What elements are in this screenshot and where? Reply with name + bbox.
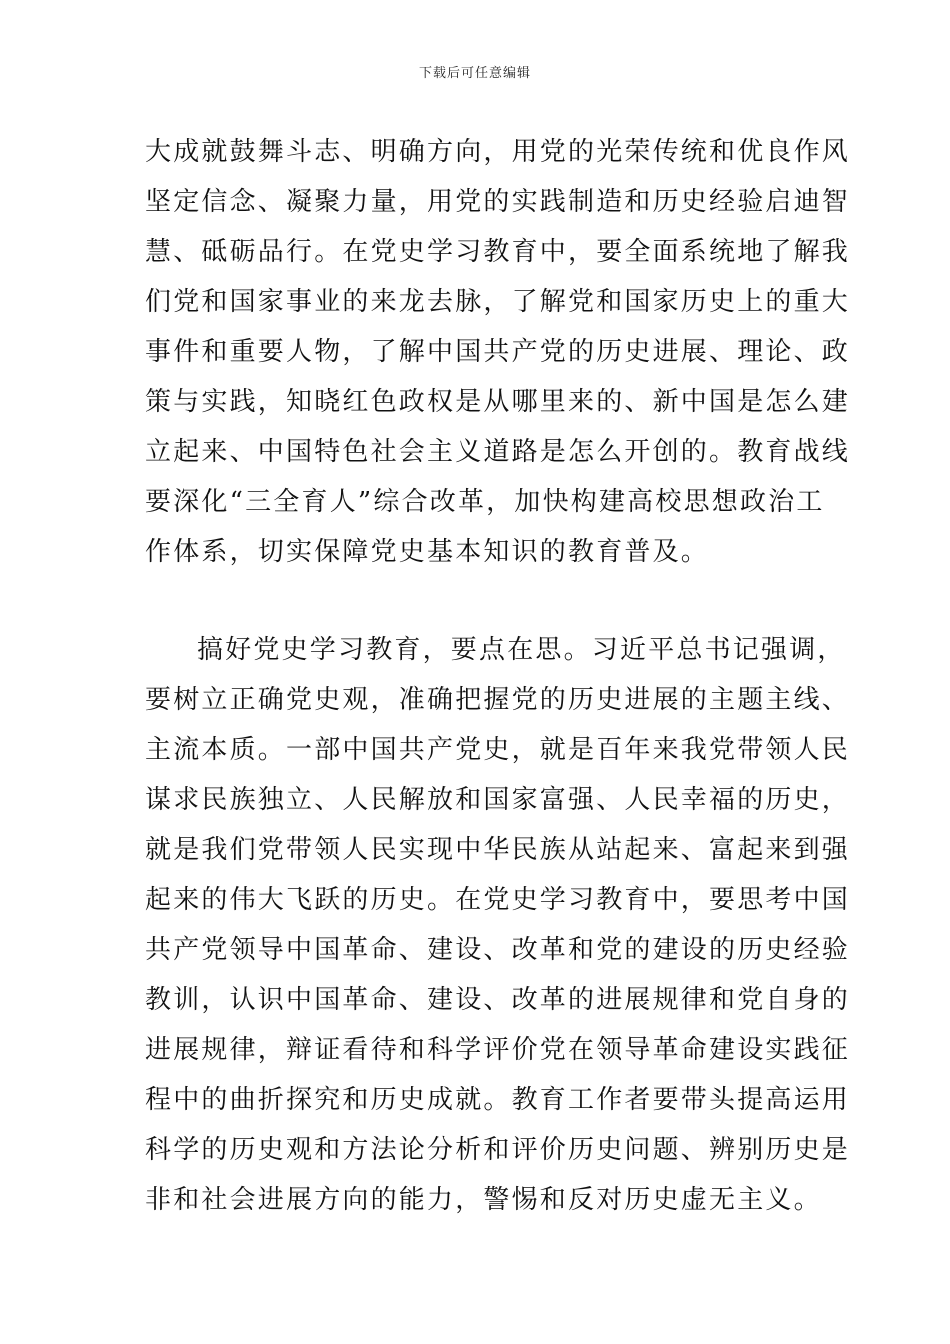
- paragraph-line: 科学的历史观和方法论分析和评价历史问题、辨别历史是: [145, 1135, 851, 1165]
- paragraph-line: 非和社会进展方向的能力，警惕和反对历史虚无主义。: [145, 1185, 822, 1215]
- paragraph-1: [145, 127, 851, 577]
- paragraph-line: 立起来、中国特色社会主义道路是怎么开创的。教育战线: [145, 437, 851, 467]
- paragraph-2: [145, 625, 851, 1225]
- paragraph-line: 就是我们党带领人民实现中华民族从站起来、富起来到强: [145, 835, 851, 865]
- paragraph-line: 搞好党史学习教育，要点在思。习近平总书记强调，: [197, 635, 846, 665]
- paragraph-line: 主流本质。一部中国共产党史，就是百年来我党带领人民: [145, 735, 851, 765]
- paragraph-line: 程中的曲折探究和历史成就。教育工作者要带头提高运用: [145, 1085, 851, 1115]
- paragraph-line: 要树立正确党史观，准确把握党的历史进展的主题主线、: [145, 685, 851, 715]
- paragraph-line: 大成就鼓舞斗志、明确方向，用党的光荣传统和优良作风: [145, 137, 851, 167]
- page-header: 下载后可任意编辑: [418, 66, 531, 81]
- paragraph-line: 起来的伟大飞跃的历史。在党史学习教育中，要思考中国: [145, 885, 851, 915]
- paragraph-line: 共产党领导中国革命、建设、改革和党的建设的历史经验: [145, 935, 851, 965]
- paragraph-line: 事件和重要人物，了解中国共产党的历史进展、理论、政: [145, 337, 851, 367]
- paragraph-line: 进展规律，辩证看待和科学评价党在领导革命建设实践征: [145, 1035, 851, 1065]
- paragraph-line: 谋求民族独立、人民解放和国家富强、人民幸福的历史，: [145, 785, 851, 815]
- paragraph-line: 教训，认识中国革命、建设、改革的进展规律和党自身的: [145, 985, 851, 1015]
- paragraph-line: 坚定信念、凝聚力量，用党的实践制造和历史经验启迪智: [145, 187, 851, 217]
- paragraph-line: 慧、砥砺品行。在党史学习教育中，要全面系统地了解我: [145, 237, 851, 267]
- paragraph-line: 作体系，切实保障党史基本知识的教育普及。: [145, 537, 710, 567]
- paragraph-line: 要深化“三全育人”综合改革，加快构建高校思想政治工: [145, 487, 825, 517]
- paragraph-line: 们党和国家事业的来龙去脉，了解党和国家历史上的重大: [145, 287, 851, 317]
- paragraph-line: 策与实践，知晓红色政权是从哪里来的、新中国是怎么建: [145, 387, 851, 417]
